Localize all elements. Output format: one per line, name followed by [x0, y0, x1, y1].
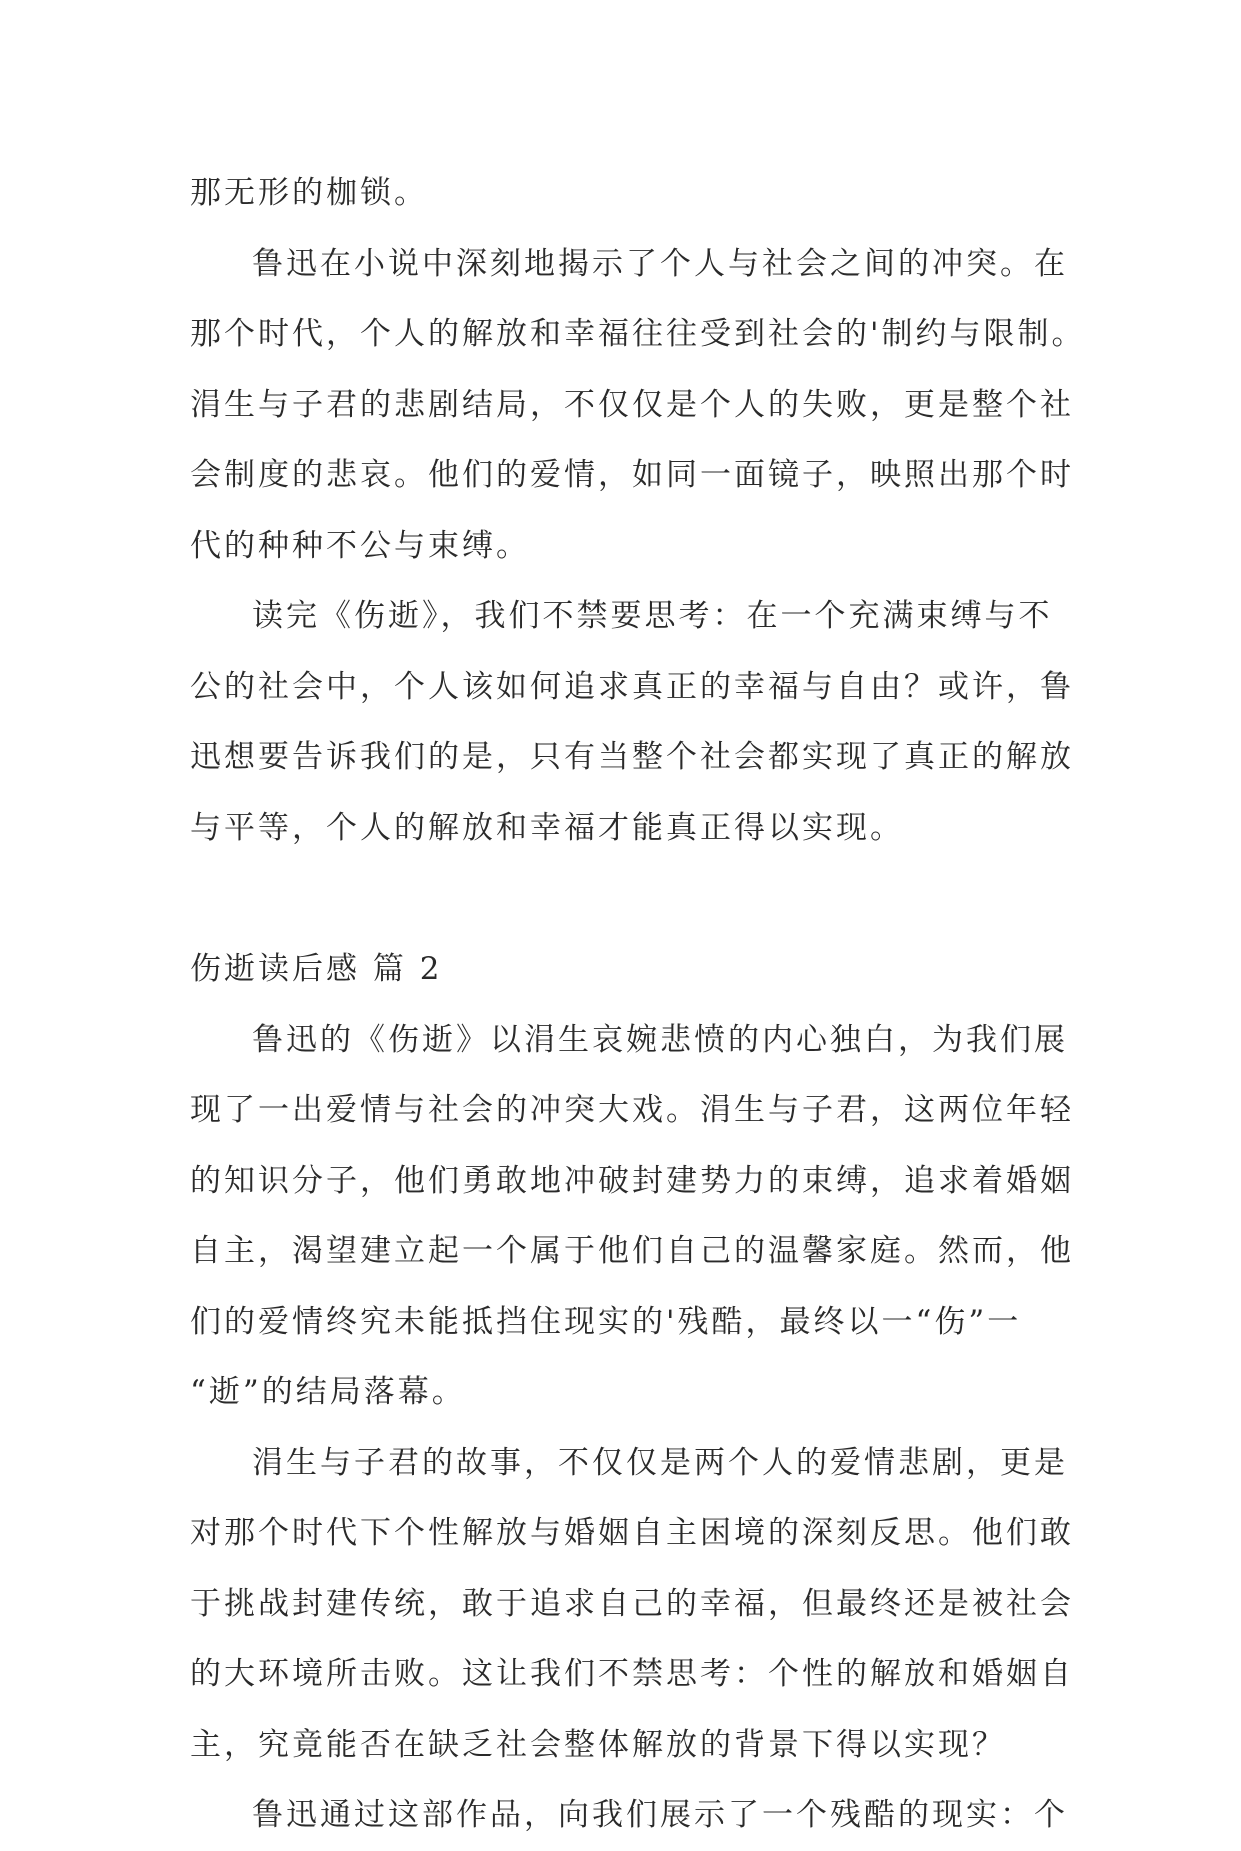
paragraph — [190, 1428, 1074, 1781]
paragraph-line: 的知识分子，他们勇敢地冲破封建势力的束缚，追求着婚姻 — [190, 1162, 1074, 1199]
paragraph-line: 那个时代，个人的解放和幸福往往受到社会的'制约与限制。 — [190, 316, 1086, 352]
paragraph — [190, 1005, 1074, 1428]
paragraph-line: 会制度的悲哀。他们的爱情，如同一面镜子，映照出那个时 — [190, 457, 1074, 493]
paragraph-line: 鲁迅在小说中深刻地揭示了个人与社会之间的冲突。在 — [252, 245, 1068, 282]
paragraph-line: 与平等，个人的解放和幸福才能真正得以实现。 — [190, 809, 904, 846]
paragraph-line: 涓生与子君的故事，不仅仅是两个人的爱情悲剧，更是 — [252, 1444, 1068, 1481]
document-body — [190, 158, 1086, 1851]
paragraph-line: 那无形的枷锁。 — [190, 175, 428, 211]
paragraph-line: 的大环境所击败。这让我们不禁思考：个性的解放和婚姻自 — [190, 1656, 1074, 1692]
paragraph — [190, 158, 1070, 229]
paragraph-line: 现了一出爱情与社会的冲突大戏。涓生与子君，这两位年轻 — [190, 1092, 1074, 1128]
paragraph — [190, 229, 1086, 582]
paragraph-line: 鲁迅通过这部作品，向我们展示了一个残酷的现实：个 — [252, 1797, 1068, 1833]
paragraph — [190, 581, 1074, 863]
paragraph-line: 们的爱情终究未能抵挡住现实的'残酷，最终以一“伤”一 — [190, 1303, 1022, 1340]
paragraph-line: 主，究竟能否在缺乏社会整体解放的背景下得以实现？ — [190, 1726, 1006, 1763]
paragraph-line: 迅想要告诉我们的是，只有当整个社会都实现了真正的解放 — [190, 739, 1074, 775]
paragraph-line: 于挑战封建传统，敢于追求自己的幸福，但最终还是被社会 — [190, 1585, 1074, 1622]
paragraph-line: 涓生与子君的悲剧结局，不仅仅是个人的失败，更是整个社 — [190, 386, 1074, 423]
paragraph-line: 公的社会中，个人该如何追求真正的幸福与自由？或许，鲁 — [190, 668, 1074, 705]
paragraph-line: 读完《伤逝》，我们不禁要思考：在一个充满束缚与不 — [252, 598, 1053, 634]
section-gap — [190, 863, 1070, 934]
paragraph-line: “逝”的结局落幕。 — [190, 1374, 466, 1410]
paragraph-line: 对那个时代下个性解放与婚姻自主困境的深刻反思。他们敢 — [190, 1515, 1074, 1551]
paragraph-line: 自主，渴望建立起一个属于他们自己的温馨家庭。然而，他 — [190, 1233, 1074, 1269]
paragraph-line: 代的种种不公与束缚。 — [190, 527, 530, 564]
paragraph-line: 鲁迅的《伤逝》以涓生哀婉悲愤的内心独白，为我们展 — [252, 1021, 1068, 1058]
paragraph — [190, 1780, 1070, 1851]
section-heading: 伤逝读后感 篇 2 — [190, 951, 443, 987]
